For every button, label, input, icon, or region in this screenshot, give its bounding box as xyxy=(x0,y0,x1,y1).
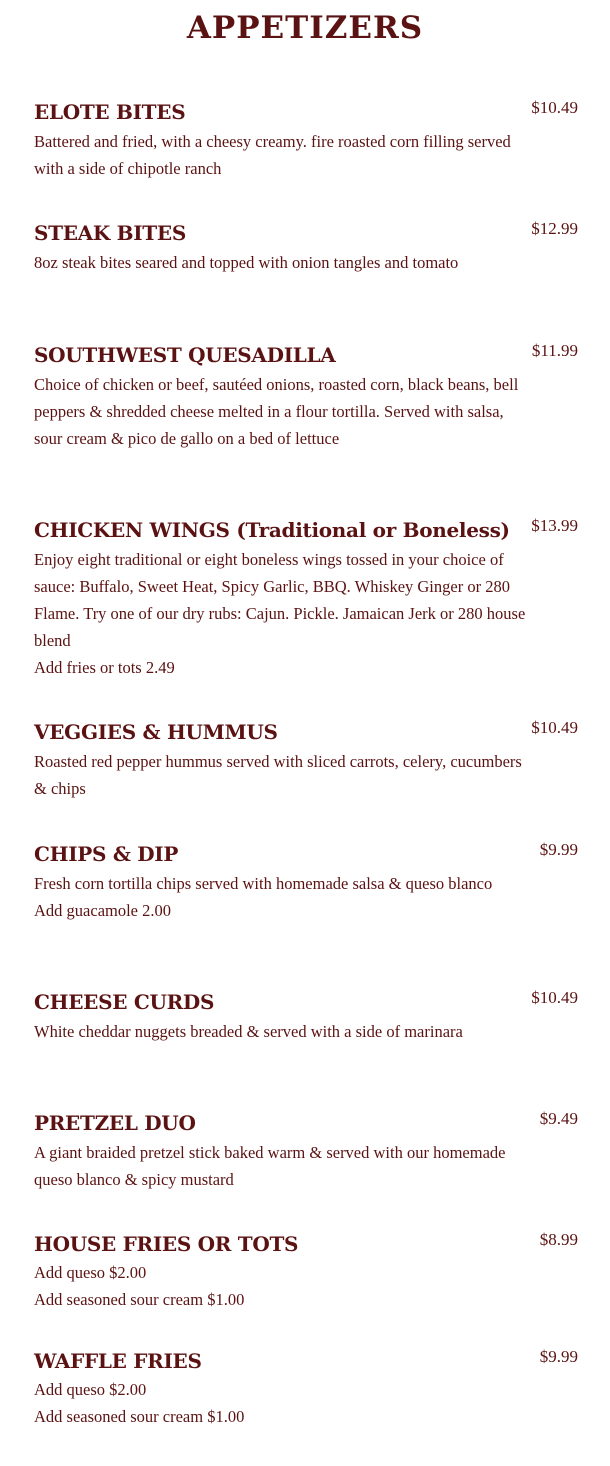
item-price: $10.49 xyxy=(531,98,578,117)
menu-item-elote-bites xyxy=(34,97,578,182)
item-description: Battered and fried, with a cheesy creamy. fire roasted corn filling served with a side of chipotle ranch xyxy=(34,132,511,178)
menu-item-waffle-fries xyxy=(34,1346,578,1430)
menu-item-chicken-wings xyxy=(34,515,578,681)
item-add-on: Add queso $2.00 xyxy=(34,1380,147,1399)
item-name: WAFFLE FRIES xyxy=(34,1349,202,1373)
item-description: Choice of chicken or beef, sautéed onions, roasted corn, black beans, bell peppers & shredded cheese melted in a flour tortilla. Served with salsa, sour cream & pico de gallo on a bed of lettuce xyxy=(34,375,519,448)
item-name: PRETZEL DUO xyxy=(34,1111,196,1135)
item-description: Roasted red pepper hummus served with sliced carrots, celery, cucumbers & chips xyxy=(34,752,522,798)
menu-item-cheese-curds xyxy=(34,987,578,1045)
menu-item-house-fries-tots xyxy=(34,1229,578,1313)
menu-item-steak-bites xyxy=(34,218,578,276)
item-add-on: Add guacamole 2.00 xyxy=(34,901,172,920)
item-name: CHIPS & DIP xyxy=(34,842,179,866)
item-name: CHEESE CURDS xyxy=(34,990,215,1014)
menu-item-southwest-quesadilla xyxy=(34,340,578,452)
item-name: STEAK BITES xyxy=(34,221,186,245)
item-add-on: Add seasoned sour cream $1.00 xyxy=(34,1290,245,1309)
item-price: $10.49 xyxy=(531,718,578,737)
item-name: VEGGIES & HUMMUS xyxy=(34,720,278,744)
item-price: $11.99 xyxy=(531,341,578,360)
item-price: $9.99 xyxy=(539,1347,578,1366)
menu-item-chips-dip xyxy=(34,839,578,924)
menu-item-pretzel-duo xyxy=(34,1108,578,1193)
item-price: $9.49 xyxy=(539,1109,578,1128)
item-add-on: Add seasoned sour cream $1.00 xyxy=(34,1407,245,1426)
item-name: SOUTHWEST QUESADILLA xyxy=(34,343,336,367)
item-name: HOUSE FRIES OR TOTS xyxy=(34,1232,299,1256)
item-name: CHICKEN WINGS (Traditional or Boneless) xyxy=(34,518,510,542)
item-description: Enjoy eight traditional or eight boneless wings tossed in your choice of sauce: Buffalo, Sweet Heat, Spicy Garlic, BBQ. Whiskey Ginger or 280 Flame. Try one of our dry rubs: Cajun. Pickle. Jamaican Jerk or 280 house blend xyxy=(34,550,526,650)
item-price: $8.99 xyxy=(539,1230,578,1249)
item-description: White cheddar nuggets breaded & served with a side of marinara xyxy=(34,1022,463,1041)
item-description: A giant braided pretzel stick baked warm & served with our homemade queso blanco & spicy mustard xyxy=(34,1143,506,1189)
menu-item-veggies-hummus xyxy=(34,717,578,802)
item-add-on: Add fries or tots 2.49 xyxy=(34,658,175,677)
item-price: $12.99 xyxy=(531,219,578,238)
item-price: $10.49 xyxy=(531,988,578,1007)
page-title: APPETIZERS xyxy=(186,10,424,46)
item-add-on: Add queso $2.00 xyxy=(34,1263,147,1282)
item-description: 8oz steak bites seared and topped with onion tangles and tomato xyxy=(34,253,459,272)
item-price: $13.99 xyxy=(531,516,578,535)
item-description: Fresh corn tortilla chips served with homemade salsa & queso blanco xyxy=(34,874,493,893)
item-name: ELOTE BITES xyxy=(34,100,186,124)
item-price: $9.99 xyxy=(539,840,578,859)
